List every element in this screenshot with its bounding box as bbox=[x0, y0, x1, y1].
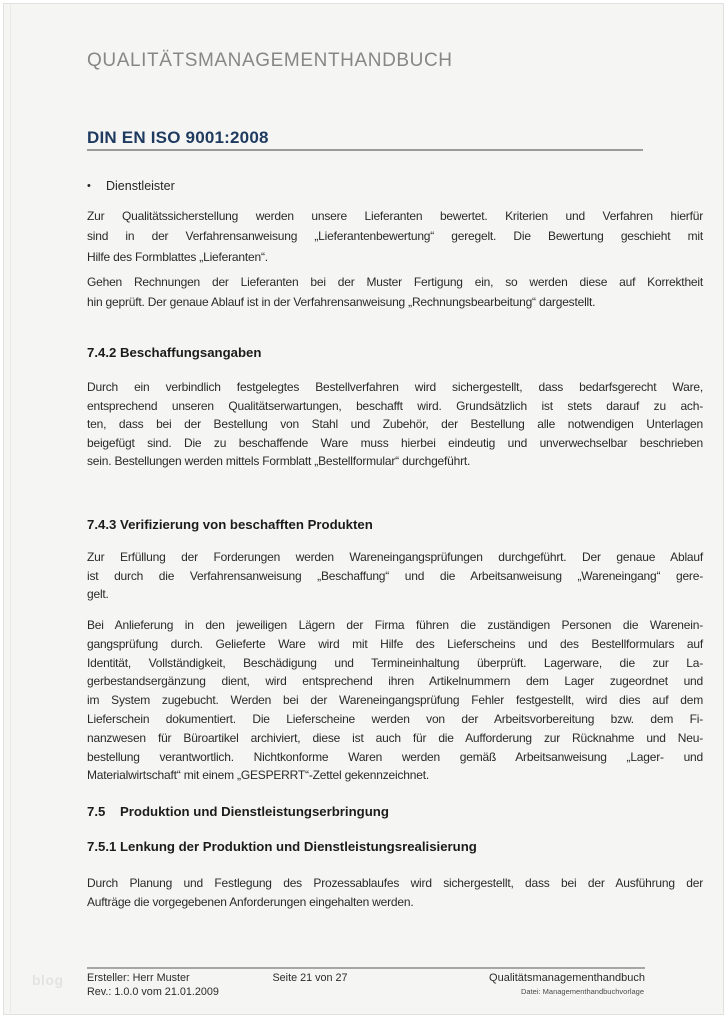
section-heading-75 bbox=[87, 804, 703, 819]
text-line: Bei Anlieferung in den jeweiligen Lägern der Firma führen die zuständigen Personen die Warenein- bbox=[87, 618, 703, 632]
text-line: Durch Planung und Festlegung des Prozessablaufes wird sichergestellt, dass bei der Ausführung der bbox=[87, 876, 703, 890]
footer-creator: Ersteller: Herr Muster bbox=[87, 972, 190, 984]
section-title: Lenkung der Produktion und Dienstleistungsrealisierung bbox=[120, 839, 477, 854]
paragraph-incoming-goods bbox=[87, 548, 703, 604]
section-number: 7.4.3 bbox=[87, 517, 117, 532]
text-line: Materialwirtschaft“ mit einem „GESPERRT“-Zettel gekennzeichnet. bbox=[87, 768, 429, 783]
document-page bbox=[3, 3, 724, 1015]
section-title: Verifizierung von beschafften Produkten bbox=[120, 517, 373, 532]
text-line: ist durch die Verfahrensanweisung „Beschaffung“ und die Arbeitsanweisung „Wareneingang“ gere- bbox=[87, 568, 703, 583]
section-heading-743 bbox=[87, 517, 703, 532]
footer-document-name: Qualitätsmanagementhandbuch bbox=[489, 972, 645, 984]
paragraph-supplier-evaluation bbox=[87, 206, 703, 267]
paragraph-process-planning bbox=[87, 874, 703, 911]
watermark: blog bbox=[32, 972, 64, 988]
footer-revision: Rev.: 1.0.0 vom 21.01.2009 bbox=[87, 985, 219, 998]
text-line: Durch ein verbindlich festgelegtes Bestellverfahren wird sichergestellt, dass bedarfsgerecht Ware, bbox=[87, 380, 703, 394]
text-line: gelt. bbox=[87, 587, 109, 602]
bullet-list-item bbox=[87, 179, 487, 193]
text-line: Zur Qualitätssicherstellung werden unsere Lieferanten bewertet. Kriterien und Verfahren hierfür bbox=[87, 209, 703, 223]
section-heading-751 bbox=[87, 839, 703, 854]
bullet-label: Dienstleister bbox=[106, 179, 175, 193]
text-line: hin geprüft. Der genaue Ablauf ist in der Verfahrensanweisung „Rechnungsbearbeitung“ dargestellt. bbox=[87, 295, 596, 310]
text-line: ten, dass bei der Bestellung von Stahl und Zubehör, der Bestellung alle notwendigen Unterlagen bbox=[87, 417, 703, 432]
section-heading-742 bbox=[87, 345, 703, 360]
paragraph-delivery-inspection bbox=[87, 616, 703, 785]
text-line: gerbestandsergänzung dient, wird entsprechend ihren Artikelnummern dem Lager zugeordnet und bbox=[87, 674, 703, 689]
section-title: Beschaffungsangaben bbox=[120, 345, 262, 360]
text-line: sein. Bestellungen werden mittels Formblatt „Bestellformular“ durchgeführt. bbox=[87, 454, 471, 469]
footer-page-number: Seite 21 von 27 bbox=[272, 972, 348, 984]
text-line: Identität, Vollständigkeit, Beschädigung und Termineinhaltung überprüft. Lagerware, die zur La- bbox=[87, 655, 703, 670]
text-line: Aufträge die vorgegebenen Anforderungen eingehalten werden. bbox=[87, 894, 414, 909]
section-number: 7.4.2 bbox=[87, 345, 117, 360]
text-line: entsprechend unseren Qualitätserwartungen, beschafft wird. Grundsätzlich ist stets darauf zu ach- bbox=[87, 398, 703, 413]
bullet-icon: • bbox=[87, 180, 91, 192]
text-line: Lieferschein dokumentiert. Die Lieferscheine werden von der Arbeitsvorbereitung bzw. dem Fi- bbox=[87, 711, 703, 726]
text-line: Hilfe des Formblattes „Lieferanten“. bbox=[87, 249, 268, 264]
text-line: nanzwesen für Büroartikel archiviert, diese ist auch für die Aufforderung zur Rücknahme und Neu- bbox=[87, 730, 703, 745]
text-line: sind in der Verfahrensanweisung „Lieferantenbewertung“ geregelt. Die Bewertung geschieht mit bbox=[87, 229, 703, 244]
section-title: Produktion und Dienstleistungserbringung bbox=[120, 804, 389, 819]
footer-divider bbox=[87, 967, 645, 969]
text-line: Gehen Rechnungen der Lieferanten bei der Muster Fertigung ein, so werden diese auf Korrektheit bbox=[87, 275, 703, 289]
section-number: 7.5.1 bbox=[87, 839, 117, 854]
footer-right bbox=[400, 972, 645, 996]
text-line: beigefügt sind. Die zu beschaffende Ware muss hierbei eindeutig und unverwechselbar beschrieben bbox=[87, 435, 703, 450]
paragraph-invoice-check bbox=[87, 272, 703, 313]
document-title: DIN EN ISO 9001:2008 bbox=[87, 128, 269, 147]
footer-file-name: Datei: Managementhandbuchvorlage bbox=[521, 987, 644, 996]
paragraph-ordering-procedure bbox=[87, 378, 703, 471]
text-line: bestellung verantwortlich. Nichtkonforme Waren werden gemäß Arbeitsanweisung „Lager- und bbox=[87, 749, 703, 764]
text-line: im System zugebucht. Werden bei der Wareneingangsprüfung Fehler festgestellt, wird dies auf dem bbox=[87, 693, 703, 708]
text-line: Zur Erfüllung der Forderungen werden Wareneingangsprüfungen durchgeführt. Der genaue Ablauf bbox=[87, 550, 703, 564]
page-edge-line bbox=[10, 4, 11, 1013]
text-line: gangsprüfung durch. Gelieferte Ware wird mit Hilfe des Lieferscheins und des Bestellformulars auf bbox=[87, 636, 703, 651]
title-divider bbox=[87, 149, 643, 151]
section-number: 7.5 bbox=[87, 804, 106, 819]
page-title: QUALITÄTSMANAGEMENTHANDBUCH bbox=[87, 50, 453, 71]
